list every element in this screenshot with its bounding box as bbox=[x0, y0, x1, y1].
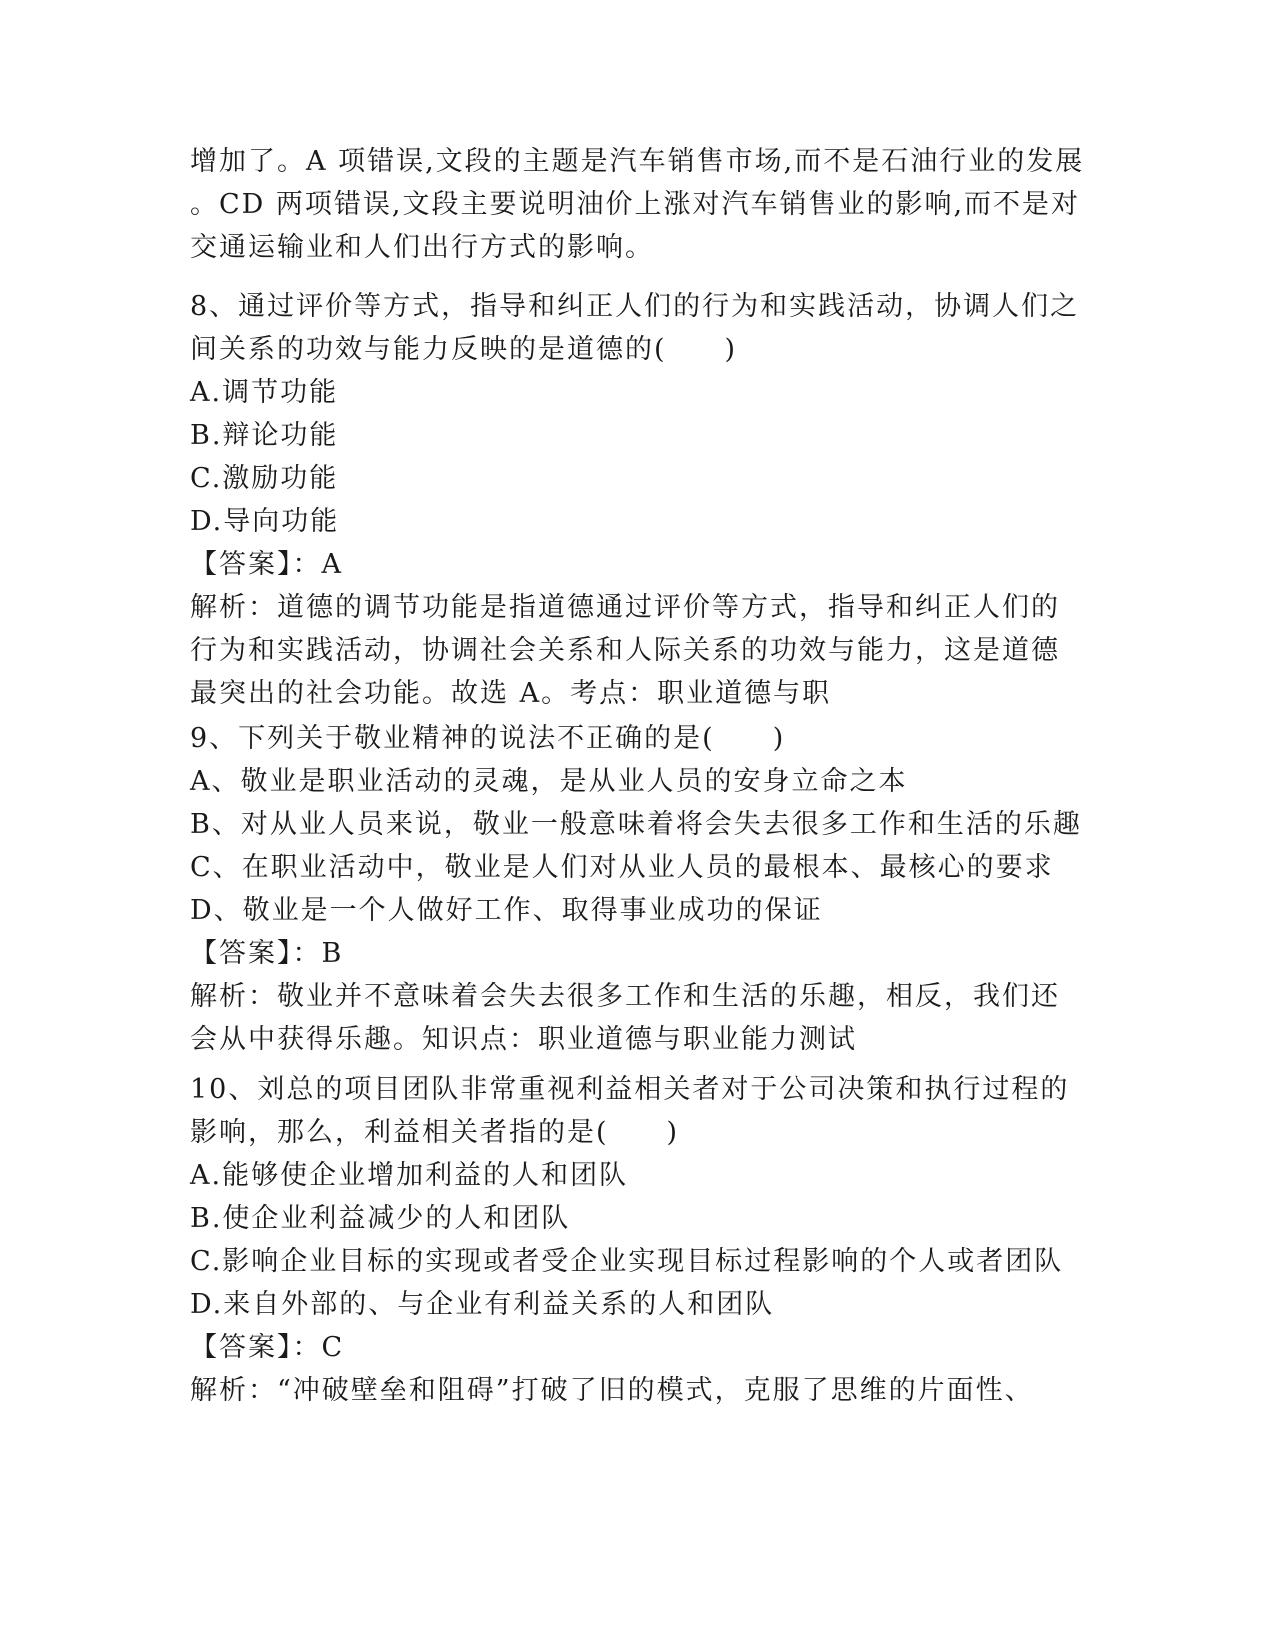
option-d: D、敬业是一个人做好工作、取得事业成功的保证 bbox=[190, 895, 823, 926]
analysis-line: 会从中获得乐趣。知识点：职业道德与职业能力测试 bbox=[190, 1024, 857, 1055]
analysis-line: 解析：敬业并不意味着会失去很多工作和生活的乐趣，相反，我们还 bbox=[190, 981, 1060, 1012]
answer-label: 【答案】：B bbox=[190, 938, 344, 969]
analysis-line: 最突出的社会功能。故选 A。考点：职业道德与职 bbox=[190, 678, 832, 709]
question-stem: 间关系的功效与能力反映的是道德的( ) bbox=[190, 334, 738, 365]
question-9 bbox=[190, 717, 1090, 1061]
question-stem: 8、通过评价等方式，指导和纠正人们的行为和实践活动，协调人们之 bbox=[190, 291, 1080, 322]
option-a: A.能够使企业增加利益的人和团队 bbox=[190, 1160, 629, 1191]
analysis-line: 解析：道德的调节功能是指道德通过评价等方式，指导和纠正人们的 bbox=[190, 592, 1060, 623]
intro-line: 。CD 两项错误,文段主要说明油价上涨对汽车销售业的影响,而不是对 bbox=[190, 189, 1081, 220]
option-b: B、对从业人员来说，敬业一般意味着将会失去很多工作和生活的乐趣 bbox=[190, 809, 1082, 840]
option-c: C、在职业活动中，敬业是人们对从业人员的最根本、最核心的要求 bbox=[190, 852, 1054, 883]
intro-paragraph bbox=[190, 140, 1090, 269]
analysis-line: 行为和实践活动，协调社会关系和人际关系的功效与能力，这是道德 bbox=[190, 635, 1060, 666]
question-stem: 影响，那么，利益相关者指的是( ) bbox=[190, 1117, 680, 1148]
intro-line: 增加了。A 项错误,文段的主题是汽车销售市场,而不是石油行业的发展 bbox=[190, 146, 1085, 177]
option-b: B.辩论功能 bbox=[190, 420, 339, 451]
option-a: A、敬业是职业活动的灵魂，是从业人员的安身立命之本 bbox=[190, 766, 908, 797]
option-d: D.来自外部的、与企业有利益关系的人和团队 bbox=[190, 1289, 775, 1320]
question-stem: 9、下列关于敬业精神的说法不正确的是( ) bbox=[190, 723, 786, 754]
option-b: B.使企业利益减少的人和团队 bbox=[190, 1203, 571, 1234]
question-stem: 10、刘总的项目团队非常重视利益相关者对于公司决策和执行过程的 bbox=[190, 1074, 1070, 1105]
option-c: C.影响企业目标的实现或者受企业实现目标过程影响的个人或者团队 bbox=[190, 1246, 1064, 1277]
answer-label: 【答案】：A bbox=[190, 549, 343, 580]
option-a: A.调节功能 bbox=[190, 377, 339, 408]
question-8 bbox=[190, 285, 1090, 715]
answer-label: 【答案】：C bbox=[190, 1332, 345, 1363]
option-d: D.导向功能 bbox=[190, 506, 340, 537]
question-10 bbox=[190, 1068, 1090, 1412]
intro-line: 交通运输业和人们出行方式的影响。 bbox=[190, 232, 654, 263]
option-c: C.激励功能 bbox=[190, 463, 339, 494]
analysis-line: 解析：“冲破壁垒和阻碍”打破了旧的模式，克服了思维的片面性、 bbox=[190, 1375, 1034, 1406]
